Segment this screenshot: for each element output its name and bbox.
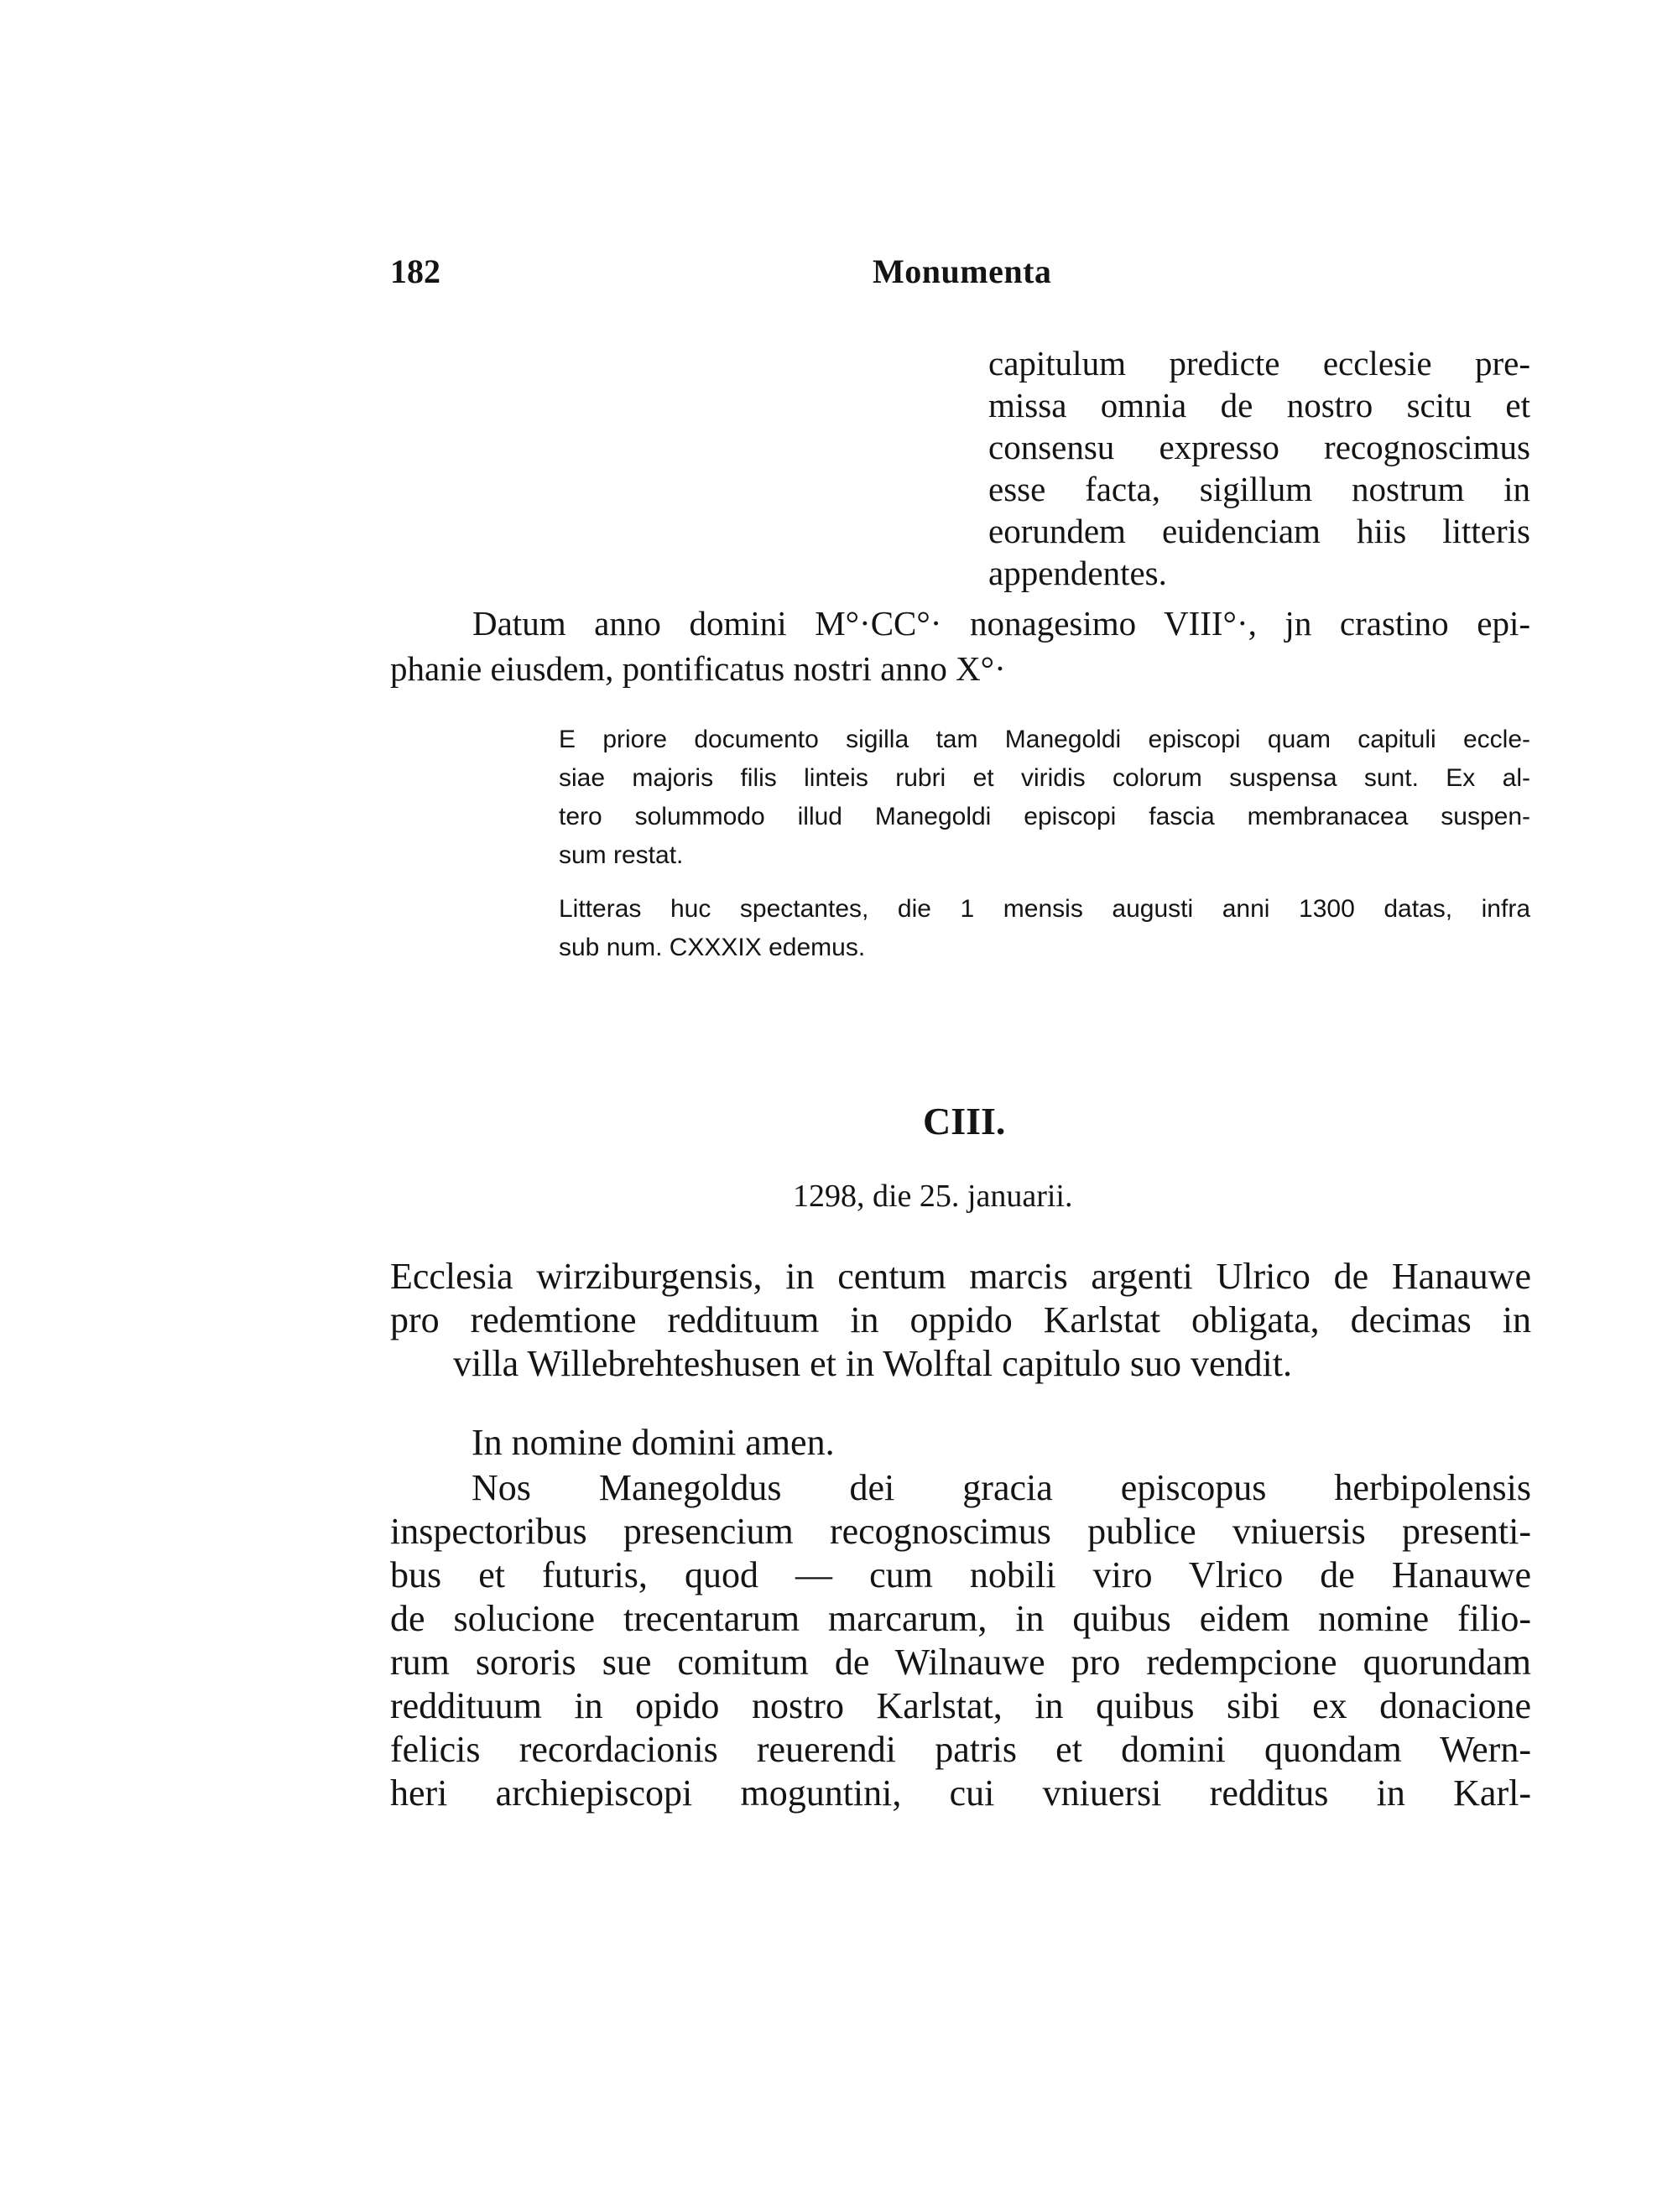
text-line: bus et futuris, quod — cum nobili viro Vlrico de Hanauwe: [390, 1554, 1531, 1595]
text-line: inspectoribus presencium recognoscimus publice vniuersis presenti-: [390, 1511, 1531, 1552]
text-line: de solucione trecentarum marcarum, in quibus eidem nomine filio-: [390, 1598, 1531, 1639]
charter-number: CIII.: [923, 1100, 1006, 1142]
continuation-line: missa omnia de nostro scitu et: [988, 386, 1530, 424]
note-line: Litteras huc spectantes, die 1 mensis augusti anni 1300 datas, infra: [559, 895, 1530, 923]
continuation-line: eorundem euidenciam hiis litteris: [988, 512, 1530, 550]
text-line: rum sororis sue comitum de Wilnauwe pro redempcione quorundam: [390, 1642, 1531, 1683]
note-line: E priore documento sigilla tam Manegoldi episcopi quam capituli eccle-: [559, 726, 1530, 753]
continuation-line: appendentes.: [988, 554, 1167, 592]
note-line: tero solummodo illud Manegoldi episcopi fascia membranacea suspen-: [559, 803, 1530, 830]
regest-line: villa Willebrehteshusen et in Wolftal capitulo suo vendit.: [453, 1343, 1292, 1384]
running-title: Monumenta: [873, 252, 1052, 290]
continuation-line: esse facta, sigillum nostrum in: [988, 470, 1530, 508]
note-line: siae majoris filis linteis rubri et viridis colorum suspensa sunt. Ex al-: [559, 764, 1530, 792]
note-line: sum restat.: [559, 841, 684, 869]
continuation-line: consensu expresso recognoscimus: [988, 428, 1530, 466]
charter-date: 1298, die 25. januarii.: [793, 1179, 1073, 1214]
text-line: felicis recordacionis reuerendi patris et domini quondam Wern-: [390, 1729, 1531, 1770]
continuation-line: capitulum predicte ecclesie pre-: [988, 344, 1530, 383]
regest-line: Ecclesia wirziburgensis, in centum marcis argenti Ulrico de Hanauwe: [390, 1256, 1531, 1297]
datum-line: Datum anno domini M°·CC°· nonagesimo VIII°·, jn crastino epi-: [472, 604, 1530, 643]
text-line: Nos Manegoldus dei gracia episcopus herbipolensis: [472, 1467, 1531, 1508]
note-line: sub num. CXXXIX edemus.: [559, 934, 866, 961]
text-line: reddituum in opido nostro Karlstat, in quibus sibi ex donacione: [390, 1685, 1531, 1726]
text-line: heri archiepiscopi moguntini, cui vniuersi redditus in Karl-: [390, 1772, 1531, 1814]
datum-line: phanie eiusdem, pontificatus nostri anno X°·: [390, 649, 1006, 688]
running-header: [390, 252, 1531, 302]
invocation: In nomine domini amen.: [472, 1422, 835, 1463]
page-number: 182: [390, 252, 440, 290]
regest-line: pro redemtione reddituum in oppido Karlstat obligata, decimas in: [390, 1299, 1531, 1340]
